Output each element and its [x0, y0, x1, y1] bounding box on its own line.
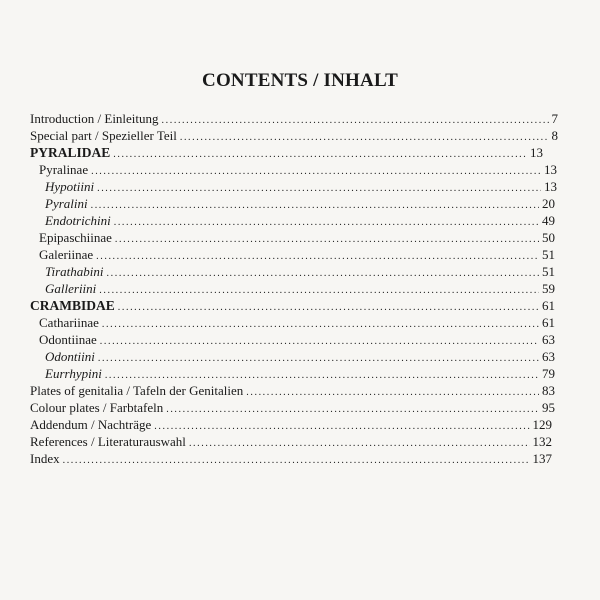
toc-entry-pyralinae[interactable]: [39, 162, 557, 178]
entry-page: 61: [542, 315, 555, 330]
toc-entry-addendum[interactable]: [30, 417, 552, 433]
entry-label: Galeriinae: [39, 247, 94, 262]
entry-label: References / Literaturauswahl: [30, 434, 186, 449]
toc-entry-colour-plates[interactable]: [30, 400, 555, 416]
entry-label: Epipaschiinae: [39, 230, 112, 245]
toc-entry-galeriinae[interactable]: [39, 247, 555, 263]
toc-entry-epipaschiinae[interactable]: [39, 230, 555, 246]
entry-label: PYRALIDAE: [30, 145, 111, 160]
entry-page: 132: [532, 434, 552, 449]
entry-label: CRAMBIDAE: [30, 298, 115, 313]
entry-label: Odontiinae: [39, 332, 97, 347]
entry-label: Cathariinae: [39, 315, 99, 330]
toc-entry-tirathabini[interactable]: [45, 264, 555, 280]
entry-label: Hypotiini: [45, 179, 95, 194]
toc-entry-index[interactable]: [30, 451, 552, 467]
entry-page: 13: [530, 145, 543, 160]
entry-label: Odontiini: [45, 349, 95, 364]
toc-entry-hypotiini[interactable]: [45, 179, 557, 195]
toc-entry-eurrhypini[interactable]: [45, 366, 555, 382]
entry-label: Plates of genitalia / Tafeln der Genitalien: [30, 383, 244, 398]
entry-page: 8: [551, 128, 558, 143]
toc-entry-plates-of-genitalia[interactable]: [30, 383, 555, 399]
entry-page: 13: [544, 179, 557, 194]
toc-entry-endotrichini[interactable]: [45, 213, 555, 229]
entry-page: 63: [542, 332, 555, 347]
entry-page: 59: [542, 281, 555, 296]
entry-page: 51: [542, 247, 555, 262]
toc-entry-pyralidae[interactable]: [30, 145, 543, 161]
entry-label: Colour plates / Farbtafeln: [30, 400, 164, 415]
entry-page: 83: [542, 383, 555, 398]
entry-page: 49: [542, 213, 555, 228]
entry-label: Tirathabini: [45, 264, 104, 279]
entry-page: 137: [532, 451, 552, 466]
entry-page: 7: [551, 111, 558, 126]
entry-label: Eurrhypini: [45, 366, 102, 381]
entry-label: Addendum / Nachträge: [30, 417, 152, 432]
toc-entry-odontiinae[interactable]: [39, 332, 555, 348]
entry-label: Special part / Spezieller Teil: [30, 128, 177, 143]
entry-label: Endotrichini: [45, 213, 111, 228]
entry-label: Introduction / Einleitung: [30, 111, 159, 126]
page-title: CONTENTS / INHALT: [202, 70, 398, 91]
entry-page: 79: [542, 366, 555, 381]
entry-page: 50: [542, 230, 555, 245]
entry-page: 61: [542, 298, 555, 313]
toc-entry-odontiini[interactable]: [45, 349, 555, 365]
toc-entry-crambidae[interactable]: [30, 298, 555, 314]
entry-label: Galleriini: [45, 281, 97, 296]
entry-label: Index: [30, 451, 60, 466]
entry-label: Pyralinae: [39, 162, 89, 177]
entry-page: 51: [542, 264, 555, 279]
toc-entry-cathariinae[interactable]: [39, 315, 555, 331]
entry-page: 129: [532, 417, 552, 432]
entry-page: 20: [542, 196, 555, 211]
toc-entry-galleriini[interactable]: [45, 281, 555, 297]
entry-label: Pyralini: [45, 196, 88, 211]
entry-page: 13: [544, 162, 557, 177]
entry-page: 63: [542, 349, 555, 364]
toc-entry-introduction[interactable]: [30, 111, 558, 127]
toc-entry-references[interactable]: [30, 434, 552, 450]
entry-page: 95: [542, 400, 555, 415]
toc-entry-pyralini[interactable]: [45, 196, 555, 212]
toc-entry-special-part[interactable]: [30, 128, 558, 144]
